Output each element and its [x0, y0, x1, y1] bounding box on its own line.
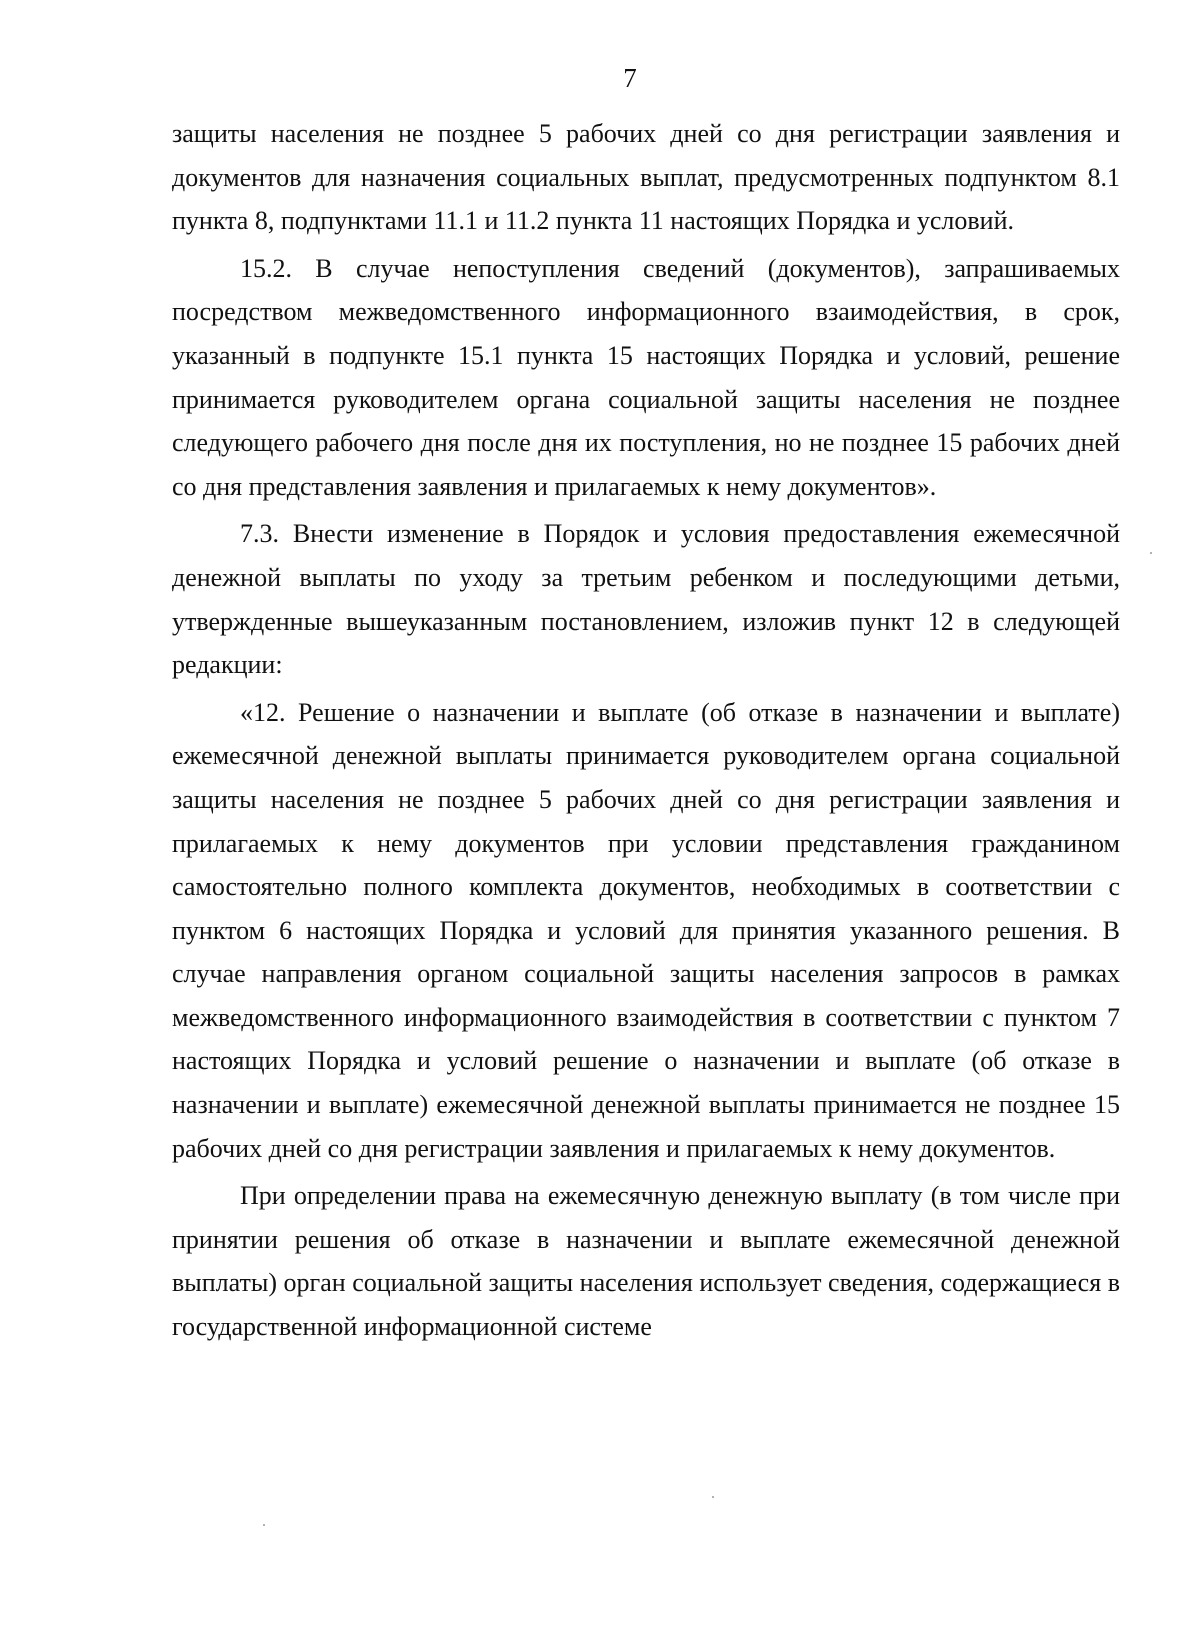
paragraph-7-3: 7.3. Внести изменение в Порядок и условия предоставления ежемесячной денежной выплаты по уходу за третьим ребенком и последующими детьми, утвержденные вышеуказанным постановлением, изложив пункт 12 в следующей редакции: — [172, 519, 1120, 680]
paragraph-12: «12. Решение о назначении и выплате (об отказе в назначении и выплате) ежемесячной денежной выплаты принимается руководителем органа социальной защиты населения не позднее 5 рабочих дней со дня регистрации заявления и прилагаемых к нему документов при условии представления гражданином самостоятельно полного комплекта документов, необходимых в соответствии с пунктом 6 настоящих Порядка и условий для принятия указанного решения. В случае направления органом социальной защиты населения запросов в рамках межведомственного информационного взаимодействия в соответствии с пунктом 7 настоящих Порядка и условий решение о назначении и выплате (об отказе в назначении и выплате) ежемесячной денежной выплаты принимается не позднее 15 рабочих дней со дня регистрации заявления и прилагаемых к нему документов. — [172, 697, 1120, 1163]
scan-speck — [712, 1496, 714, 1498]
page-number: 7 — [623, 63, 637, 93]
paragraph-15-2: 15.2. В случае непоступления сведений (документов), запрашиваемых посредством межведомственного информационного взаимодействия, в срок, указанный в подпункте 15.1 пункта 15 настоящих Порядка и условий, решение принимается руководителем органа социальной защиты населения не позднее следующего рабочего дня после дня их поступления, но не позднее 15 рабочих дней со дня представления заявления и прилагаемых к нему документов». — [172, 253, 1120, 501]
scan-speck — [263, 1524, 265, 1526]
paragraph-continuation: защиты населения не позднее 5 рабочих дней со дня регистрации заявления и документов для назначения социальных выплат, предусмотренных подпунктом 8.1 пункта 8, подпунктами 11.1 и 11.2 пункта 11 настоящих Порядка и условий. — [172, 119, 1120, 236]
paragraph-determination: При определении права на ежемесячную денежную выплату (в том числе при принятии решения об отказе в назначении и выплате ежемесячной денежной выплаты) орган социальной защиты населения использует сведения, содержащиеся в государственной информационной системе — [172, 1181, 1120, 1342]
scan-speck — [1150, 552, 1152, 554]
document-body — [172, 112, 1120, 1349]
